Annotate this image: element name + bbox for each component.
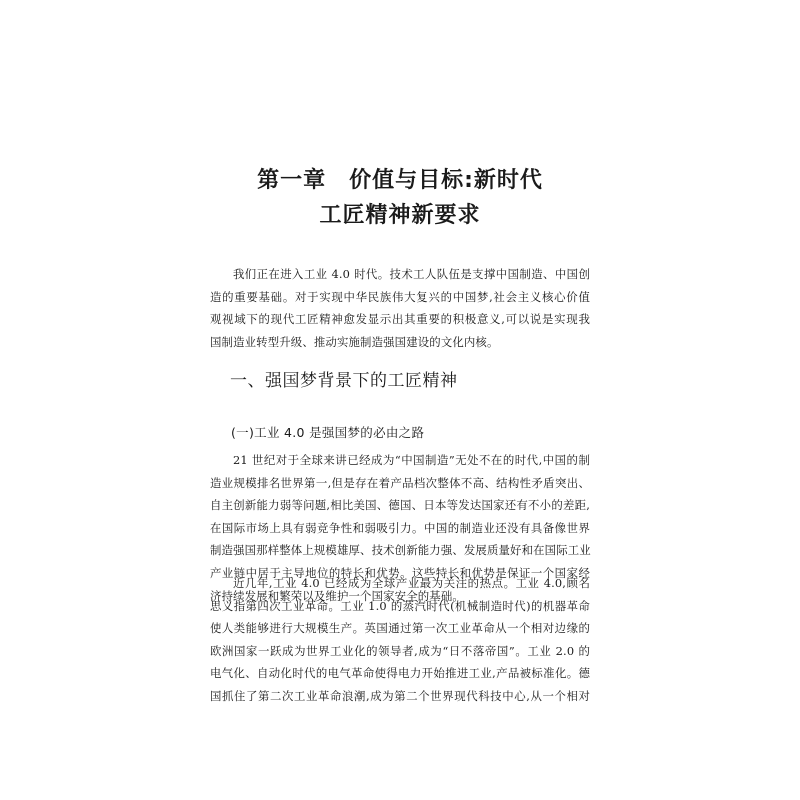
chapter-title-line2: 工匠精神新要求 — [319, 203, 481, 228]
intro-line: 造的重要基础。对于实现中华民族伟大复兴的中国梦,社会主义核心价值 — [210, 289, 590, 304]
subsection-heading: (一)工业 4.0 是强国梦的必由之路 — [231, 425, 425, 440]
paragraph-line: 电气化、自动化时代的电气革命使得电力开始推进工业,产品被标准化。德 — [210, 666, 590, 681]
paragraph-line: 欧洲国家一跃成为世界工业化的领导者,成为“日不落帝国”。工业 2.0 的 — [210, 643, 590, 658]
paragraph-line: 产业链中居于主导地位的特长和优势。这些特长和优势是保证一个国家经 — [210, 565, 590, 580]
paragraph-line: 使人类能够进行大规模生产。英国通过第一次工业革命从一个相对边缘的 — [210, 621, 590, 636]
paragraph-line: 在国际市场上具有弱竞争性和弱吸引力。中国的制造业还没有具备像世界 — [210, 520, 590, 535]
paragraph-line: 济持续发展和繁荣以及维护一个国家安全的基础。 — [210, 588, 464, 603]
intro-line: 观视域下的现代工匠精神愈发显示出其重要的积极意义,可以说是实现我 — [210, 312, 590, 327]
paragraph-line: 自主创新能力弱等问题,相比美国、德国、日本等发达国家还有不小的差距, — [210, 498, 590, 513]
intro-line: 国制造业转型升级、推动实施制造强国建设的文化内核。 — [210, 334, 499, 349]
paragraph-line: 思义指第四次工业革命。工业 1.0 的蒸汽时代(机械制造时代)的机器革命 — [210, 598, 590, 613]
paragraph-line: 制造强国那样整体上规模雄厚、技术创新能力强、发展质量好和在国际工业 — [210, 543, 591, 558]
intro-line: 我们正在进入工业 4.0 时代。技术工人队伍是支撑中国制造、中国创 — [233, 267, 590, 281]
intro-paragraph — [210, 263, 590, 353]
paragraph-line: 近几年,工业 4.0 已经成为全球产业最为关注的热点。工业 4.0,顾名 — [233, 576, 590, 590]
paragraph-line: 21 世纪对于全球来讲已经成为“中国制造”无处不在的时代,中国的制 — [233, 453, 590, 467]
body-paragraph-2 — [210, 572, 590, 708]
paragraph-line: 造业规模排名世界第一,但是存在着产品档次整体不高、结构性矛盾突出、 — [210, 475, 590, 490]
section-heading: 一、强国梦背景下的工匠精神 — [230, 371, 458, 391]
paragraph-line: 国抓住了第二次工业革命浪潮,成为第二个世界现代科技中心,从一个相对 — [210, 688, 590, 703]
chapter-title-line1: 第一章 价值与目标:新时代 — [257, 168, 543, 193]
